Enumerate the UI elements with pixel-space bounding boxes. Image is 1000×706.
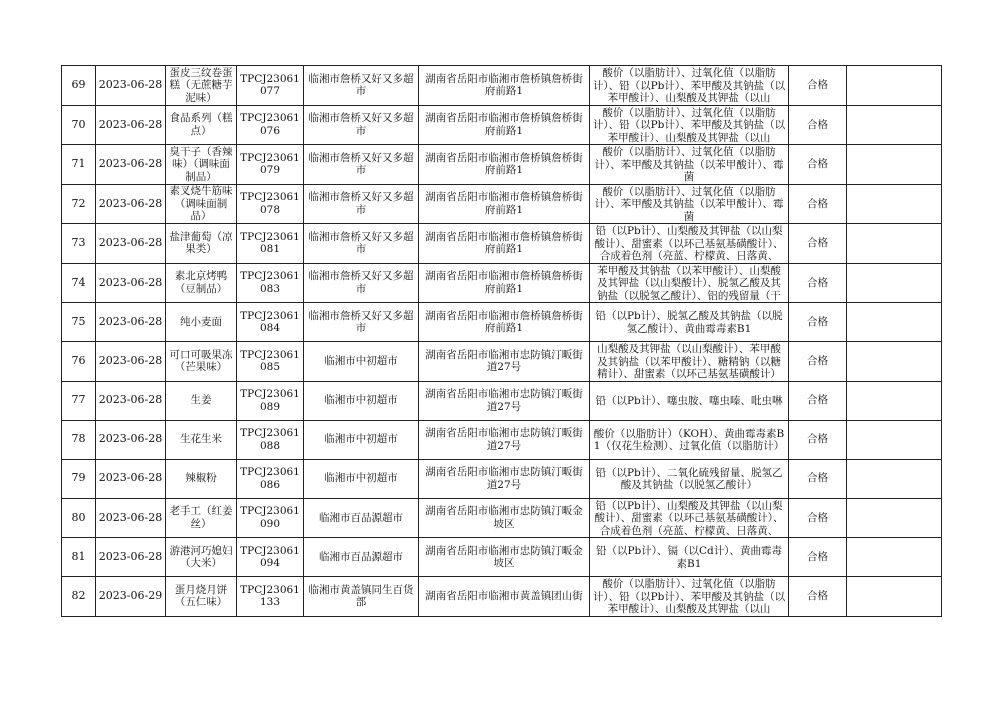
cell-number <box>62 420 96 459</box>
cell-number-text: 82 <box>71 590 86 602</box>
cell-store-name-text: 临湘市詹桥又好又多超市 <box>308 270 414 295</box>
cell-product-name-text: 生花生米 <box>180 433 222 446</box>
cell-date <box>96 263 166 303</box>
cell-address <box>419 420 590 459</box>
cell-product-name-text: 蛋皮三纹卷蛋糕（无蔗糖芋泥味） <box>169 66 233 104</box>
cell-number-text: 76 <box>71 355 86 367</box>
cell-store-name <box>304 459 419 498</box>
cell-result <box>789 459 847 498</box>
cell-test-items-text: 苯甲酸及其钠盐（以苯甲酸计）、山梨酸及其钾盐（以山梨酸计）、脱氢乙酸及其钠盐（以脱氢乙酸计）、铝的残留量（干 <box>597 264 781 302</box>
cell-date <box>96 577 166 617</box>
cell-test-items <box>590 263 789 303</box>
cell-test-items <box>590 66 789 106</box>
cell-product-name <box>166 224 237 264</box>
cell-number <box>62 538 96 577</box>
cell-date-text: 2023-06-28 <box>98 237 163 249</box>
cell-number <box>62 184 96 224</box>
cell-store-name-text: 临湘市中初超市 <box>324 355 398 367</box>
cell-result <box>789 538 847 577</box>
cell-address <box>419 538 590 577</box>
cell-date-text: 2023-06-28 <box>98 197 163 210</box>
cell-number-text: 80 <box>71 511 86 524</box>
cell-number <box>62 145 96 185</box>
cell-result <box>789 498 847 538</box>
cell-date-text: 2023-06-28 <box>98 433 163 446</box>
cell-address <box>419 145 590 185</box>
cell-product-name <box>166 184 237 224</box>
cell-address-text: 湖南省岳阳市临湘市詹桥镇詹桥街府前路1 <box>425 309 583 334</box>
cell-number-text: 70 <box>71 118 86 131</box>
cell-result-text: 合格 <box>807 276 828 289</box>
cell-test-items-text: 酸价（以脂肪计）（KOH）、黄曲霉毒素B1（仅花生检测）、过氧化值（以脂肪计） <box>593 427 785 452</box>
cell-sample-code <box>237 342 304 382</box>
cell-address <box>419 105 590 145</box>
cell-sample-code-text: TPCJ23061094 <box>240 544 300 569</box>
cell-product-name-text: 盐津葡萄（凉果类） <box>169 230 233 256</box>
cell-sample-code-text: TPCJ23061085 <box>240 348 300 374</box>
cell-sample-code <box>237 577 304 617</box>
cell-store-name <box>304 342 419 382</box>
cell-number-text: 73 <box>71 237 86 249</box>
cell-product-name-text: 素叉烧牛筋味（调味面制品） <box>169 185 233 222</box>
cell-sample-code-text: TPCJ23061076 <box>240 112 300 137</box>
cell-test-items-text: 铅（以Pb计）、山梨酸及其钾盐（以山梨酸计）、甜蜜素（以环己基氨基磺酸计）、合成着色剂（亮蓝、柠檬黄、日落黄、 <box>594 499 784 537</box>
table-row <box>62 381 942 420</box>
cell-sample-code <box>237 538 304 577</box>
cell-store-name <box>304 381 419 420</box>
cell-store-name-text: 临湘市詹桥又好又多超市 <box>308 72 414 98</box>
cell-date <box>96 303 166 342</box>
cell-product-name-text: 游港河巧媳妇（大米） <box>169 544 233 569</box>
cell-sample-code <box>237 105 304 145</box>
cell-date <box>96 66 166 106</box>
cell-sample-code-text: TPCJ23061084 <box>240 309 300 334</box>
cell-store-name <box>304 538 419 577</box>
cell-address-text: 湖南省岳阳市临湘市詹桥镇詹桥街府前路1 <box>425 270 583 295</box>
cell-date-text: 2023-06-28 <box>98 355 163 367</box>
cell-result <box>789 224 847 264</box>
cell-result <box>789 381 847 420</box>
table-row <box>62 459 942 498</box>
cell-store-name-text: 临湘市中初超市 <box>324 472 398 485</box>
cell-sample-code <box>237 184 304 224</box>
cell-address <box>419 303 590 342</box>
cell-remark <box>847 145 942 185</box>
cell-test-items <box>590 303 789 342</box>
cell-number <box>62 498 96 538</box>
cell-sample-code-text: TPCJ23061088 <box>240 427 300 452</box>
cell-test-items-text: 山梨酸及其钾盐（以山梨酸计）、苯甲酸及其钠盐（以苯甲酸计）、糖精钠（以糖精计）、甜蜜素（以环己基氨基磺酸计） <box>597 343 781 380</box>
cell-result <box>789 263 847 303</box>
cell-result-text: 合格 <box>807 118 828 131</box>
cell-product-name <box>166 381 237 420</box>
cell-sample-code-text: TPCJ23061079 <box>240 151 300 177</box>
cell-product-name-text: 素北京烤鸭（豆制品） <box>174 270 228 295</box>
cell-product-name-text: 纯小麦面 <box>180 315 222 328</box>
cell-product-name <box>166 459 237 498</box>
cell-number <box>62 577 96 617</box>
cell-sample-code <box>237 145 304 185</box>
cell-store-name-text: 临湘市中初超市 <box>324 433 398 446</box>
cell-date-text: 2023-06-28 <box>98 394 163 407</box>
cell-address <box>419 66 590 106</box>
cell-test-items-text: 铅（以Pb计）、脱氢乙酸及其钠盐（以脱氢乙酸计）、黄曲霉毒素B1 <box>595 310 783 335</box>
cell-product-name <box>166 420 237 459</box>
cell-store-name-text: 临湘市詹桥又好又多超市 <box>308 230 414 256</box>
table-row <box>62 184 942 224</box>
cell-result-text: 合格 <box>807 433 828 446</box>
cell-product-name-text: 食品系列（糕点） <box>169 112 233 137</box>
cell-number-text: 69 <box>71 79 86 91</box>
table-row <box>62 105 942 145</box>
cell-date-text: 2023-06-28 <box>98 118 163 131</box>
cell-result-text: 合格 <box>807 79 828 91</box>
cell-product-name-text: 生姜 <box>190 394 212 407</box>
cell-test-items-text: 酸价（以脂肪计）、过氧化值（以脂肪计）、铅（以Pb计）、苯甲酸及其钠盐（以苯甲酸计）、山梨酸及其钾盐（以山 <box>592 578 786 615</box>
cell-test-items <box>590 459 789 498</box>
cell-remark <box>847 303 942 342</box>
cell-date-text: 2023-06-29 <box>98 590 163 602</box>
cell-address-text: 湖南省岳阳市临湘市忠防镇汀畈街道27号 <box>425 466 583 491</box>
cell-sample-code-text: TPCJ23061081 <box>240 230 300 256</box>
cell-remark <box>847 342 942 382</box>
cell-number <box>62 303 96 342</box>
cell-sample-code <box>237 303 304 342</box>
cell-number <box>62 342 96 382</box>
cell-result-text: 合格 <box>807 355 828 367</box>
table-row <box>62 145 942 185</box>
cell-number <box>62 66 96 106</box>
cell-remark <box>847 498 942 538</box>
cell-number-text: 75 <box>71 315 86 328</box>
cell-result-text: 合格 <box>807 197 828 210</box>
cell-product-name-text: 辣椒粉 <box>185 472 217 485</box>
cell-result-text: 合格 <box>807 394 828 407</box>
cell-date <box>96 459 166 498</box>
cell-address-text: 湖南省岳阳市临湘市詹桥镇詹桥街府前路1 <box>425 191 583 216</box>
cell-address-text: 湖南省岳阳市临湘市詹桥镇詹桥街府前路1 <box>425 72 583 98</box>
cell-store-name-text: 临湘市百品源超市 <box>319 511 403 524</box>
cell-result-text: 合格 <box>807 158 828 170</box>
cell-test-items <box>590 342 789 382</box>
cell-date <box>96 224 166 264</box>
cell-sample-code <box>237 381 304 420</box>
cell-number-text: 77 <box>71 394 86 407</box>
cell-number <box>62 224 96 264</box>
cell-test-items-text: 酸价（以脂肪计）、过氧化值（以脂肪计）、铅（以Pb计）、苯甲酸及其钠盐（以苯甲酸计）、山梨酸及其钾盐（以山 <box>592 67 786 104</box>
cell-number-text: 71 <box>71 158 86 170</box>
cell-product-name-text: 老手工（红姜丝） <box>169 505 233 530</box>
cell-sample-code <box>237 420 304 459</box>
cell-address <box>419 459 590 498</box>
cell-store-name <box>304 66 419 106</box>
cell-result-text: 合格 <box>807 237 828 249</box>
table-row <box>62 538 942 577</box>
cell-remark <box>847 538 942 577</box>
cell-store-name-text: 临湘市中初超市 <box>324 394 398 407</box>
cell-remark <box>847 66 942 106</box>
cell-test-items <box>590 498 789 538</box>
cell-store-name <box>304 420 419 459</box>
cell-sample-code <box>237 459 304 498</box>
cell-number-text: 72 <box>71 197 86 210</box>
cell-store-name-text: 临湘市詹桥又好又多超市 <box>308 112 414 137</box>
cell-sample-code <box>237 498 304 538</box>
cell-result <box>789 342 847 382</box>
cell-date-text: 2023-06-28 <box>98 315 163 328</box>
cell-number-text: 78 <box>71 433 86 446</box>
cell-test-items <box>590 145 789 185</box>
cell-address-text: 湖南省岳阳市临湘市詹桥镇詹桥街府前路1 <box>425 112 583 137</box>
cell-store-name <box>304 577 419 617</box>
cell-address-text: 湖南省岳阳市临湘市忠防镇汀畈街道27号 <box>425 348 583 374</box>
cell-date <box>96 145 166 185</box>
cell-sample-code-text: TPCJ23061133 <box>240 583 300 609</box>
cell-sample-code-text: TPCJ23061078 <box>240 191 300 216</box>
table-row <box>62 224 942 264</box>
cell-sample-code <box>237 224 304 264</box>
cell-date <box>96 538 166 577</box>
cell-test-items <box>590 105 789 145</box>
cell-sample-code-text: TPCJ23061090 <box>240 505 300 530</box>
cell-test-items-text: 铅（以Pb计）、镉（以Cd计）、黄曲霉毒素B1 <box>595 545 783 570</box>
cell-number <box>62 105 96 145</box>
table-row <box>62 420 942 459</box>
cell-remark <box>847 459 942 498</box>
cell-sample-code-text: TPCJ23061086 <box>240 466 300 491</box>
cell-store-name <box>304 105 419 145</box>
cell-product-name <box>166 498 237 538</box>
cell-date-text: 2023-06-28 <box>98 158 163 170</box>
cell-test-items-text: 酸价（以脂肪计）、过氧化值（以脂肪计）、铅（以Pb计）、苯甲酸及其钠盐（以苯甲酸计）、山梨酸及其钾盐（以山 <box>592 106 786 144</box>
cell-date-text: 2023-06-28 <box>98 472 163 485</box>
cell-remark <box>847 420 942 459</box>
cell-date <box>96 342 166 382</box>
cell-result-text: 合格 <box>807 590 828 602</box>
cell-address-text: 湖南省岳阳市临湘市忠防镇汀畈街道27号 <box>425 427 583 452</box>
cell-test-items <box>590 577 789 617</box>
cell-test-items <box>590 538 789 577</box>
cell-sample-code-text: TPCJ23061083 <box>240 270 300 295</box>
cell-result <box>789 420 847 459</box>
cell-result <box>789 105 847 145</box>
cell-remark <box>847 224 942 264</box>
cell-address-text: 湖南省岳阳市临湘市黄盖镇团山街 <box>425 590 583 602</box>
cell-number <box>62 459 96 498</box>
cell-store-name <box>304 303 419 342</box>
cell-remark <box>847 184 942 224</box>
inspection-results-table-container <box>61 65 942 617</box>
cell-product-name <box>166 342 237 382</box>
cell-sample-code-text: TPCJ23061077 <box>240 72 300 98</box>
cell-store-name <box>304 263 419 303</box>
cell-address <box>419 498 590 538</box>
cell-sample-code-text: TPCJ23061089 <box>240 388 300 413</box>
cell-result <box>789 303 847 342</box>
cell-test-items <box>590 420 789 459</box>
table-row <box>62 342 942 382</box>
cell-product-name <box>166 263 237 303</box>
cell-date-text: 2023-06-28 <box>98 550 163 563</box>
cell-result <box>789 66 847 106</box>
cell-address-text: 湖南省岳阳市临湘市忠防镇汀畈街道27号 <box>425 388 583 413</box>
cell-number <box>62 381 96 420</box>
cell-address-text: 湖南省岳阳市临湘市詹桥镇詹桥街府前路1 <box>425 151 583 177</box>
cell-result <box>789 577 847 617</box>
cell-remark <box>847 105 942 145</box>
cell-address <box>419 577 590 617</box>
cell-test-items-text: 铅（以Pb计）、山梨酸及其钾盐（以山梨酸计）、甜蜜素（以环己基氨基磺酸计）、合成着色剂（亮蓝、柠檬黄、日落黄、 <box>594 225 784 262</box>
cell-product-name <box>166 577 237 617</box>
cell-date-text: 2023-06-28 <box>98 79 163 91</box>
cell-result <box>789 145 847 185</box>
cell-remark <box>847 263 942 303</box>
cell-store-name <box>304 184 419 224</box>
cell-address <box>419 342 590 382</box>
cell-store-name-text: 临湘市百品源超市 <box>319 550 403 563</box>
cell-store-name <box>304 145 419 185</box>
cell-number-text: 79 <box>71 472 86 485</box>
cell-result-text: 合格 <box>807 315 828 328</box>
cell-product-name <box>166 105 237 145</box>
cell-address <box>419 184 590 224</box>
cell-address-text: 湖南省岳阳市临湘市詹桥镇詹桥街府前路1 <box>425 230 583 256</box>
cell-store-name <box>304 224 419 264</box>
cell-remark <box>847 577 942 617</box>
cell-test-items-text: 铅（以Pb计）、二氧化硫残留量、脱氢乙酸及其钠盐（以脱氢乙酸计） <box>595 466 783 491</box>
inspection-results-table <box>61 65 942 617</box>
cell-date-text: 2023-06-28 <box>98 511 163 524</box>
cell-address <box>419 381 590 420</box>
cell-test-items <box>590 224 789 264</box>
cell-product-name-text: 臭干子（香辣味）（调味面制品） <box>169 145 233 183</box>
cell-number-text: 74 <box>71 276 86 289</box>
table-row <box>62 498 942 538</box>
cell-date <box>96 184 166 224</box>
table-row <box>62 263 942 303</box>
cell-date <box>96 420 166 459</box>
cell-store-name-text: 临湘市黄盖镇同生百货部 <box>308 583 414 609</box>
cell-store-name-text: 临湘市詹桥又好又多超市 <box>308 309 414 334</box>
cell-remark <box>847 381 942 420</box>
cell-address-text: 湖南省岳阳市临湘市忠防镇汀畈金坡区 <box>425 544 583 569</box>
cell-date <box>96 498 166 538</box>
cell-date <box>96 381 166 420</box>
cell-product-name <box>166 145 237 185</box>
cell-date <box>96 105 166 145</box>
cell-store-name <box>304 498 419 538</box>
table-body <box>62 66 942 617</box>
cell-test-items-text: 酸价（以脂肪计）、过氧化值（以脂肪计）、苯甲酸及其钠盐（以苯甲酸计）、霉菌 <box>594 146 784 183</box>
cell-number <box>62 263 96 303</box>
cell-store-name-text: 临湘市詹桥又好又多超市 <box>308 191 414 216</box>
cell-sample-code <box>237 263 304 303</box>
cell-test-items <box>590 381 789 420</box>
cell-product-name-text: 可口可吸果冻（芒果味） <box>169 348 233 374</box>
cell-product-name-text: 蛋月烧月饼（五仁味） <box>174 583 228 609</box>
cell-address <box>419 263 590 303</box>
cell-date-text: 2023-06-28 <box>98 276 163 289</box>
cell-address <box>419 224 590 264</box>
cell-test-items <box>590 184 789 224</box>
cell-address-text: 湖南省岳阳市临湘市忠防镇汀畈金坡区 <box>425 505 583 530</box>
cell-result-text: 合格 <box>807 511 828 524</box>
cell-store-name-text: 临湘市詹桥又好又多超市 <box>308 151 414 177</box>
cell-product-name <box>166 303 237 342</box>
table-row <box>62 303 942 342</box>
cell-test-items-text: 酸价（以脂肪计）、过氧化值（以脂肪计）、苯甲酸及其钠盐（以苯甲酸计）、霉菌 <box>594 185 784 223</box>
cell-sample-code <box>237 66 304 106</box>
cell-number-text: 81 <box>71 550 86 563</box>
cell-result <box>789 184 847 224</box>
cell-product-name <box>166 538 237 577</box>
cell-result-text: 合格 <box>807 472 828 485</box>
table-row <box>62 66 942 106</box>
table-row <box>62 577 942 617</box>
cell-test-items-text: 铅（以Pb计）、噻虫胺、噻虫嗪、吡虫啉 <box>595 394 783 407</box>
cell-product-name <box>166 66 237 106</box>
cell-result-text: 合格 <box>807 550 828 563</box>
